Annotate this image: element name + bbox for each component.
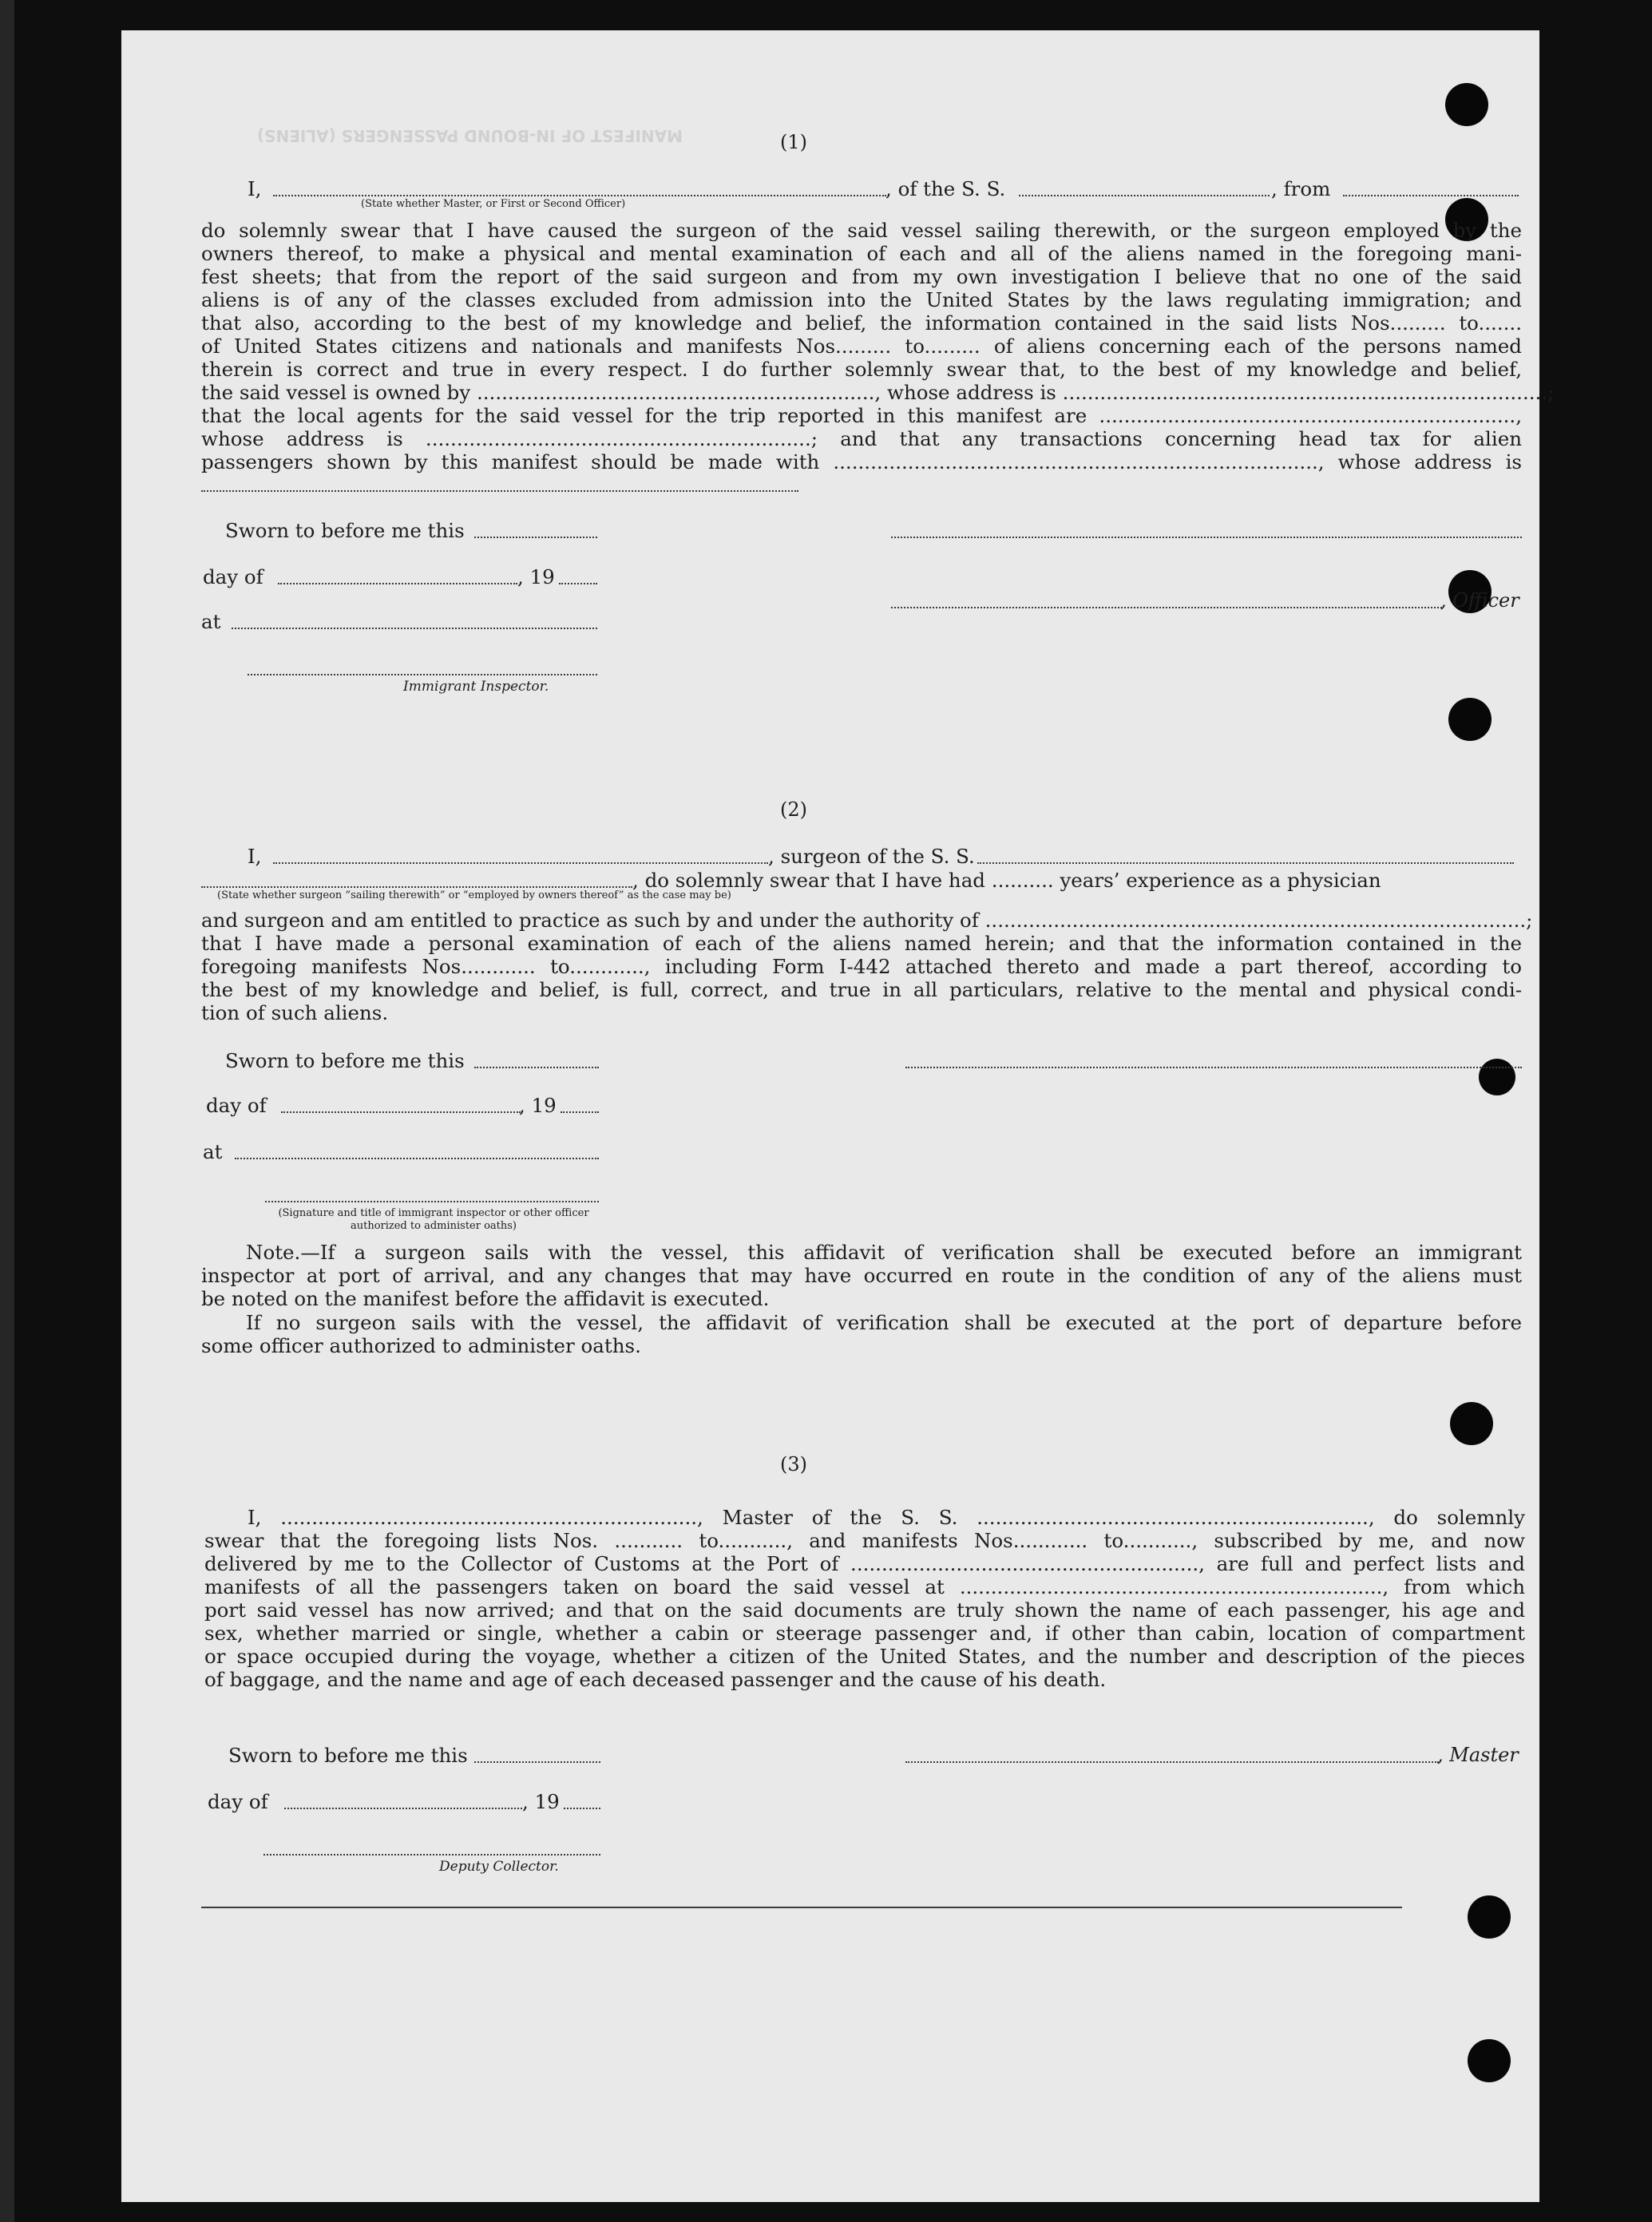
oath-line: that I have made a personal examination of each of the aliens named herein; and that the information contained in the (201, 932, 1522, 955)
oath-line: whose address is ..............................................................; and that any transactions concerning head tax for alien (201, 427, 1522, 450)
inspector-signature-blank (248, 674, 597, 675)
section1-day-of: day of (203, 565, 263, 588)
binder-hole (1479, 1059, 1515, 1095)
section3-oath-body (204, 1506, 1525, 1691)
section2-oath-body (201, 909, 1533, 1024)
section3-collector-title: Deputy Collector. (439, 1859, 559, 1875)
binder-hole (1468, 1895, 1511, 1939)
collector-signature-blank (263, 1854, 600, 1856)
head-tax-address-blank (201, 490, 798, 492)
note-line: Note.—If a surgeon sails with the vessel, this affidavit of verification shall be executed before an immigrant (246, 1241, 1522, 1264)
oath-line: delivered by me to the Collector of Customs at the Port of ........................................................, are full and perfect lists and (204, 1552, 1525, 1575)
at-place-blank (235, 1158, 599, 1159)
section1-year: , 19 (517, 565, 555, 588)
section1-from: , from (1271, 177, 1331, 200)
sworn-date-blank (474, 1067, 599, 1068)
section3-sworn: Sworn to before me this (228, 1744, 468, 1767)
note-line: If no surgeon sails with the vessel, the affidavit of verification shall be executed at the port of departure before (246, 1311, 1522, 1334)
binder-hole (1448, 698, 1492, 741)
year-blank (561, 1111, 599, 1113)
section2-oath-I: I, (248, 845, 262, 868)
oath-line: therein is correct and true in every respect. I do further solemnly swear that, to the best of my knowledge and belief, (201, 358, 1522, 381)
note-line: some officer authorized to administer oaths. (201, 1334, 641, 1357)
binder-hole (1445, 83, 1488, 126)
bottom-rule (201, 1907, 1402, 1908)
section3-year: , 19 (522, 1790, 560, 1813)
section1-oath-I: I, (248, 177, 262, 200)
oath-line: fest sheets; that from the report of the said surgeon and from my own investigation I believe that no one of the said (201, 265, 1522, 288)
day-month-blank (278, 583, 517, 584)
sworn-date-blank (474, 1761, 600, 1763)
master-signature-blank (905, 1761, 1439, 1763)
section2-signer-caption: (Signature and title of immigrant inspector or other officer authorized to administer oaths) (278, 1207, 589, 1232)
section2-solemnly: , do solemnly swear that I have had .......... years’ experience as a physician (632, 869, 1381, 892)
section2-note (201, 1241, 1522, 1310)
section3-master-label: , Master (1437, 1744, 1519, 1766)
oath-line: the best of my knowledge and belief, is full, correct, and true in all particulars, relative to the mental and physical condi- (201, 978, 1522, 1001)
oath-line: I, ..................................................................., Master of the S. S. ..............................................................., do solemnly (248, 1506, 1525, 1529)
oath-line: aliens is of any of the classes excluded from admission into the United States by the laws regulating immigration; and (201, 288, 1522, 311)
binder-hole (1450, 1402, 1493, 1445)
surgeon-vessel-blank (977, 862, 1514, 864)
binder-hole (1468, 2039, 1511, 2082)
oath-line: sex, whether married or single, whether a cabin or steerage passenger and, if other than cabin, location of compartment (204, 1622, 1525, 1645)
oath-line: and surgeon and am entitled to practice as such by and under the authority of .......................................................................................; (201, 909, 1533, 932)
section2-surgeon-of: , surgeon of the S. S. (768, 845, 975, 868)
officer-name-blank (273, 195, 886, 196)
section2-heading: (2) (780, 798, 807, 821)
section1-sworn: Sworn to before me this (225, 519, 465, 542)
section2-sworn: Sworn to before me this (225, 1049, 465, 1072)
oath-line: or space occupied during the voyage, whether a citizen of the United States, and the number and description of the pieces (204, 1645, 1525, 1668)
sworn-date-blank (474, 537, 597, 538)
oath-line: do solemnly swear that I have caused the surgeon of the said vessel sailing therewith, or the surgeon employed by the (201, 219, 1522, 242)
oath-line: swear that the foregoing lists Nos. ........... to..........., and manifests Nos............ to..........., subscribed by me, and now (204, 1529, 1525, 1552)
oath-line: of United States citizens and nationals and manifests Nos......... to......... of aliens concerning each of the persons named (201, 335, 1522, 358)
section2-year: , 19 (519, 1094, 557, 1117)
section3-day-of: day of (208, 1790, 268, 1813)
oath-line: of baggage, and the name and age of each deceased passenger and the cause of his death. (204, 1668, 1107, 1691)
surgeon-status-blank (201, 886, 632, 888)
note-line: inspector at port of arrival, and any changes that may have occurred en route in the condition of any of the aliens must (201, 1264, 1522, 1287)
note-line: be noted on the manifest before the affidavit is executed. (201, 1287, 770, 1310)
section2-day-of: day of (206, 1094, 267, 1117)
vessel-name-blank (1019, 195, 1270, 196)
bleed-through-header: MANIFEST OF IN-BOUND PASSENGERS (ALIENS) (257, 126, 683, 145)
scan-border (0, 0, 14, 2222)
oath-line: tion of such aliens. (201, 1001, 389, 1024)
section1-inspector-title: Immigrant Inspector. (403, 679, 549, 695)
section3-heading: (3) (780, 1453, 807, 1475)
oath-line: port said vessel has now arrived; and that on the said documents are truly shown the name of each passenger, his age and (204, 1598, 1525, 1622)
surgeon-signature-blank (905, 1067, 1522, 1068)
oath-line: the said vessel is owned by ................................................................, whose address is ..............................................................................; (201, 381, 1555, 404)
day-month-blank (281, 1111, 521, 1113)
oath-line: manifests of all the passengers taken on board the said vessel at ...................................................................., from which (204, 1575, 1525, 1598)
section1-of-the-ss: , of the S. S. (885, 177, 1006, 200)
surgeon-name-blank (273, 862, 768, 864)
oath-line: foregoing manifests Nos............ to............, including Form I-442 attached thereto and made a part thereof, according to (201, 955, 1522, 978)
year-blank (559, 583, 597, 584)
oath-line: that the local agents for the said vessel for the trip reported in this manifest are ..................................................................., (201, 404, 1522, 427)
oath-line: owners thereof, to make a physical and mental examination of each and all of the aliens named in the foregoing mani- (201, 242, 1522, 265)
inspector-signature-blank (265, 1201, 599, 1202)
section2-note2 (201, 1311, 1522, 1357)
section1-at: at (201, 610, 221, 633)
section1-officer-label: , Officer (1440, 589, 1519, 612)
day-month-blank (284, 1808, 522, 1809)
section1-caption: (State whether Master, or First or Second Officer) (361, 198, 626, 210)
year-blank (564, 1808, 600, 1809)
officer-signature-top-blank (891, 537, 1522, 538)
officer-signature-blank (891, 607, 1442, 608)
section1-oath-body (201, 219, 1555, 473)
oath-line: passengers shown by this manifest should be made with .............................................................................., whose address is (201, 450, 1522, 473)
document-page (121, 30, 1555, 2202)
section2-caption: (State whether surgeon “sailing therewith” or “employed by owners thereof” as the case may be) (217, 889, 731, 901)
section2-at: at (203, 1140, 223, 1163)
at-place-blank (232, 628, 597, 629)
from-port-blank (1343, 195, 1519, 196)
section1-heading: (1) (780, 131, 807, 153)
oath-line: that also, according to the best of my knowledge and belief, the information contained in the said lists Nos......... to....... (201, 311, 1522, 335)
